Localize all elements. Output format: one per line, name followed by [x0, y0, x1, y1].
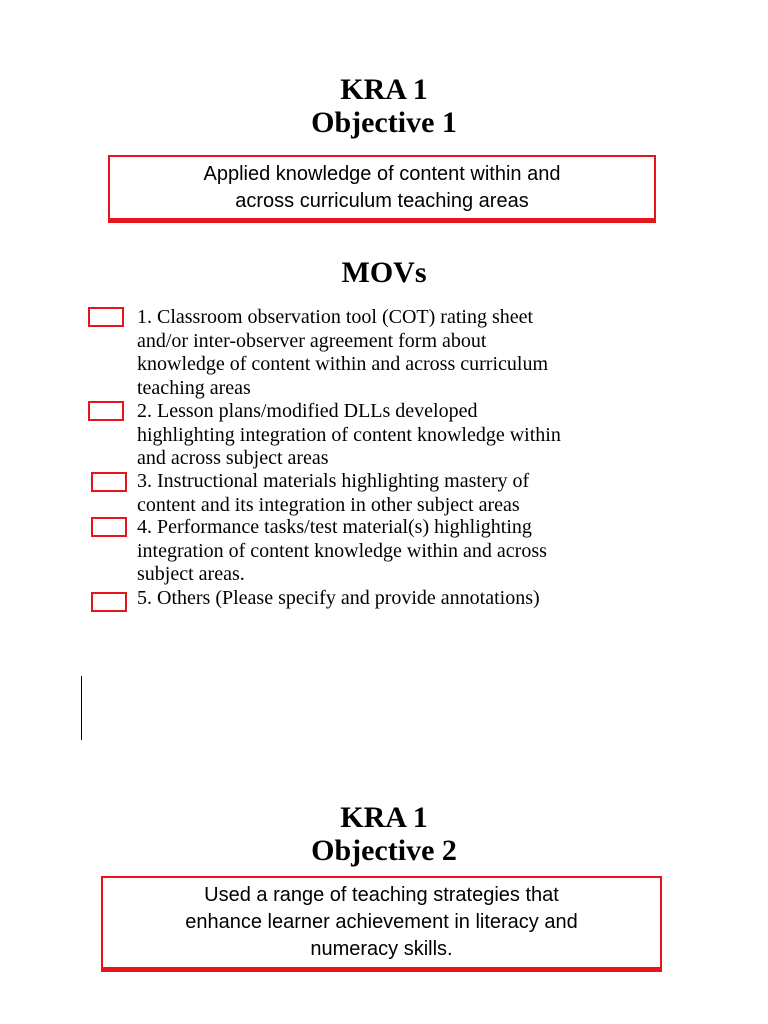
mov-item-1 [137, 306, 697, 400]
mov-2-line: highlighting integration of content knowledge within [137, 423, 561, 446]
objective-2-box [101, 876, 662, 972]
mov-1-checkbox[interactable] [88, 307, 124, 327]
mov-2-line: 2. Lesson plans/modified DLLs developed [137, 400, 478, 422]
objective-1-text-line: Applied knowledge of content within and [203, 162, 561, 185]
mov-4-checkbox[interactable] [91, 517, 127, 537]
mov-item-5 [137, 587, 697, 611]
kra-heading-1: KRA 1 [340, 73, 428, 106]
objective-heading-2: Objective 2 [311, 834, 457, 867]
objective-2-text-line: numeracy skills. [310, 938, 453, 960]
mov-item-4 [137, 516, 697, 587]
mov-3-checkbox[interactable] [91, 472, 127, 492]
objective-heading-1: Objective 1 [311, 106, 457, 139]
mov-1-line: knowledge of content within and across curriculum [137, 353, 548, 375]
objective-1-text-line: across curriculum teaching areas [235, 189, 529, 212]
mov-1-line: teaching areas [137, 376, 251, 399]
mov-5-checkbox[interactable] [91, 592, 127, 612]
objective-1-box [108, 155, 656, 223]
mov-5-line: 5. Others (Please specify and provide annotations) [137, 587, 540, 609]
mov-item-3 [137, 470, 697, 517]
objective-2-text-line: Used a range of teaching strategies that [204, 884, 559, 906]
mov-item-2 [137, 400, 697, 471]
movs-heading: MOVs [341, 256, 427, 289]
mov-2-line: and across subject areas [137, 447, 329, 469]
text-cursor [81, 676, 82, 740]
mov-3-line: content and its integration in other subject areas [137, 493, 520, 516]
mov-2-checkbox[interactable] [88, 401, 124, 421]
mov-3-line: 3. Instructional materials highlighting mastery of [137, 470, 530, 492]
objective-2-text-line: enhance learner achievement in literacy and [185, 911, 578, 933]
mov-1-line: and/or inter-observer agreement form about [137, 329, 487, 352]
mov-4-line: integration of content knowledge within and across [137, 539, 547, 562]
kra-heading-2: KRA 1 [340, 801, 428, 834]
mov-4-line: subject areas. [137, 563, 245, 585]
mov-4-line: 4. Performance tasks/test material(s) highlighting [137, 516, 532, 538]
mov-1-line: 1. Classroom observation tool (COT) rating sheet [137, 306, 534, 328]
